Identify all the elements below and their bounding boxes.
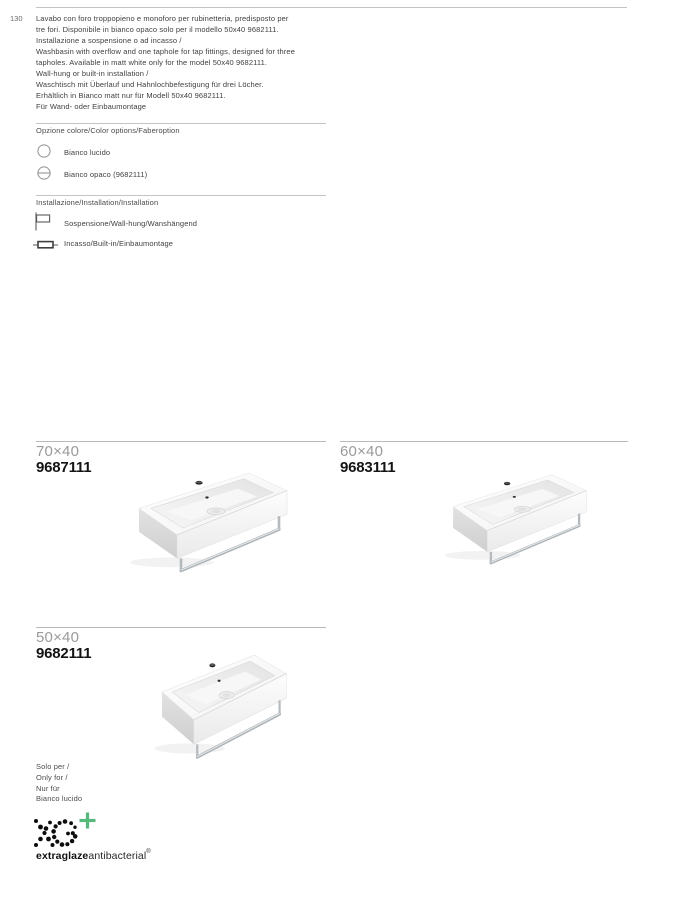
product-description: [36, 13, 356, 112]
installation-option-label: Incasso/Built-in/Einbaumontage: [64, 239, 174, 248]
footnote-line: Solo per /: [36, 762, 70, 771]
product-size: 50×40: [36, 629, 80, 646]
extraglaze-wordmark: [36, 850, 151, 862]
installation-title: Installazione/Installation/Installation: [36, 198, 159, 207]
product-size: 60×40: [340, 443, 384, 460]
description-line: Installazione a sospensione o ad incasso /: [36, 36, 182, 45]
product-rule: [36, 441, 326, 442]
section-rule: [36, 195, 326, 196]
description-line: Erhältlich in Bianco matt nur für Modell 50x40 9682111.: [36, 91, 226, 100]
color-options-title: Opzione colore/Color options/Faberoption: [36, 126, 180, 135]
product-rule: [36, 627, 326, 628]
description-line: tapholes. Available in matt white only for the model 50x40 9682111.: [36, 58, 268, 67]
washbasin-illustration: [120, 470, 320, 588]
color-option-label: Bianco lucido: [64, 148, 111, 157]
built-in-icon: [33, 237, 58, 255]
product-code: 9682111: [36, 645, 92, 662]
footnote-line: Bianco lucido: [36, 794, 83, 804]
description-line: Für Wand- oder Einbaumontage: [36, 102, 147, 111]
footnote: [36, 762, 82, 805]
section-rule: [36, 123, 326, 124]
product-code: 9683111: [340, 459, 396, 476]
description-line: tre fori. Disponibile in bianco opaco solo per il modello 50x40 9682111.: [36, 25, 279, 34]
product-size: 70×40: [36, 443, 80, 460]
brand-name-regular: antibacterial: [88, 850, 147, 862]
plus-icon: [79, 812, 96, 834]
matt-white-circle-icon: [37, 166, 51, 185]
page-number: 130: [10, 14, 23, 23]
installation-option-label: Sospensione/Wall-hung/Wanshängend: [64, 219, 198, 228]
registered-trademark-symbol: ®: [146, 849, 151, 855]
color-option-label: Bianco opaco (9682111): [64, 170, 148, 179]
washbasin-illustration: [146, 652, 314, 775]
description-line: Waschtisch mit Überlauf und Hahnlochbefestigung für drei Löcher.: [36, 80, 264, 89]
washbasin-illustration: [436, 472, 616, 579]
gloss-white-circle-icon: [37, 144, 51, 163]
footnote-line: Nur für: [36, 783, 60, 793]
description-line: Wall-hung or built-in installation /: [36, 69, 149, 78]
product-code: 9687111: [36, 459, 92, 476]
brand-name-bold: extraglaze: [36, 850, 89, 862]
product-rule: [340, 441, 628, 442]
description-line: Lavabo con foro troppopieno e monoforo per rubinetteria, predisposto per: [36, 14, 289, 23]
top-rule: [36, 7, 627, 8]
footnote-line: Only for /: [36, 772, 68, 782]
description-line: Washbasin with overflow and one taphole for tap fittings, designed for three: [36, 47, 295, 56]
wall-hung-icon: [35, 212, 57, 237]
